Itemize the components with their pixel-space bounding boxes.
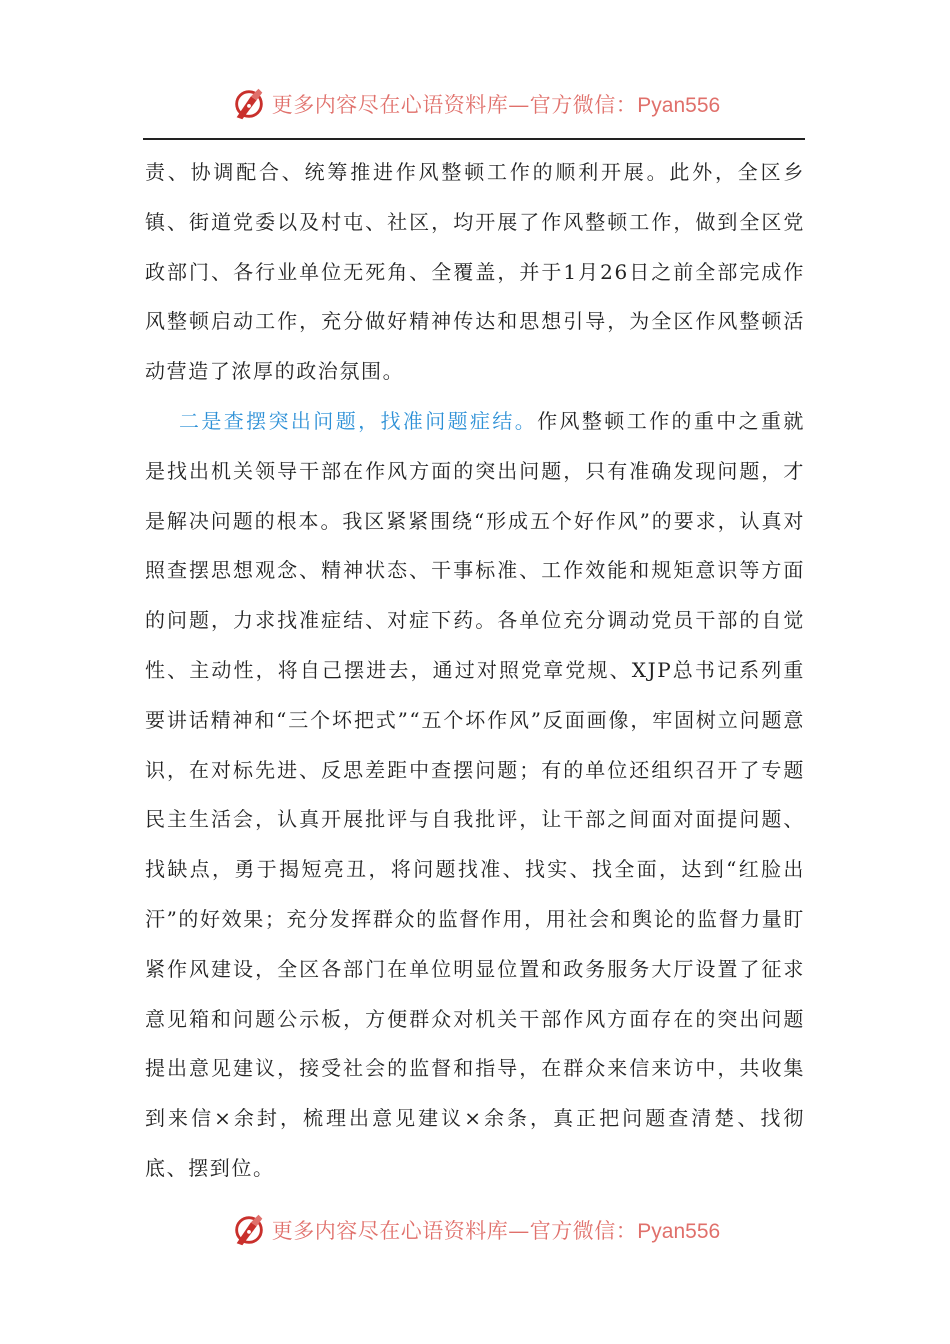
footer-banner-handle: Pyan556 — [637, 1220, 721, 1243]
paragraph-1: 责、协调配合、统筹推进作风整顿工作的顺利开展。此外，全区乡镇、街道党委以及村屯、社区，均开展了作风整顿工作，做到全区党政部门、各行业单位无死角、全覆盖，并于1月26日之前全部完成作风整顿启动工作，充分做好精神传达和思想引导，为全区作风整顿活动营造了浓厚的政治氛围。 — [145, 160, 805, 384]
document-body — [145, 148, 805, 1194]
paragraph-2 — [145, 397, 805, 1194]
header-banner-handle: Pyan556 — [637, 94, 721, 117]
paragraph-2-heading: 二是查摆突出问题，找准问题症结。 — [179, 408, 538, 433]
pen-nib-circle-icon — [230, 85, 268, 123]
footer-banner — [0, 1210, 950, 1250]
header-banner — [0, 84, 950, 124]
header-banner-main: 更多内容尽在心语资料库—官方微信： — [271, 93, 638, 117]
paragraph-2-text: 作风整顿工作的重中之重就是找出机关领导干部在作风方面的突出问题，只有准确发现问题，才是解决问题的根本。我区紧紧围绕“形成五个好作风”的要求，认真对照查摆思想观念、精神状态、干事标准、工作效能和规矩意识等方面的问题，力求找准症结、对症下药。各单位充分调动党员干部的自觉性、主动性，将自己摆进去，通过对照党章党规、XJP总书记系列重要讲话精神和“三个坏把式”“五个坏作风”反面画像，牢固树立问题意识，在对标先进、反思差距中查摆问题；有的单位还组织召开了专题民主生活会，认真开展批评与自我批评，让干部之间面对面提问题、找缺点，勇于揭短亮丑，将问题找准、找实、找全面，达到“红脸出汗”的好效果；充分发挥群众的监督作用，用社会和舆论的监督力量盯紧作风建设，全区各部门在单位明显位置和政务服务大厅设置了征求意见箱和问题公示板，方便群众对机关干部作风方面存在的突出问题提出意见建议，接受社会的监督和指导，在群众来信来访中，共收集到来信×余封，梳理出意见建议×余条，真正把问题查清楚、找彻底、摆到位。 — [145, 408, 805, 1180]
footer-banner-text — [272, 1215, 720, 1245]
footer-banner-main: 更多内容尽在心语资料库—官方微信： — [271, 1219, 638, 1243]
pen-nib-circle-icon — [230, 1211, 268, 1249]
header-banner-text — [272, 89, 720, 119]
header-divider — [143, 138, 805, 140]
